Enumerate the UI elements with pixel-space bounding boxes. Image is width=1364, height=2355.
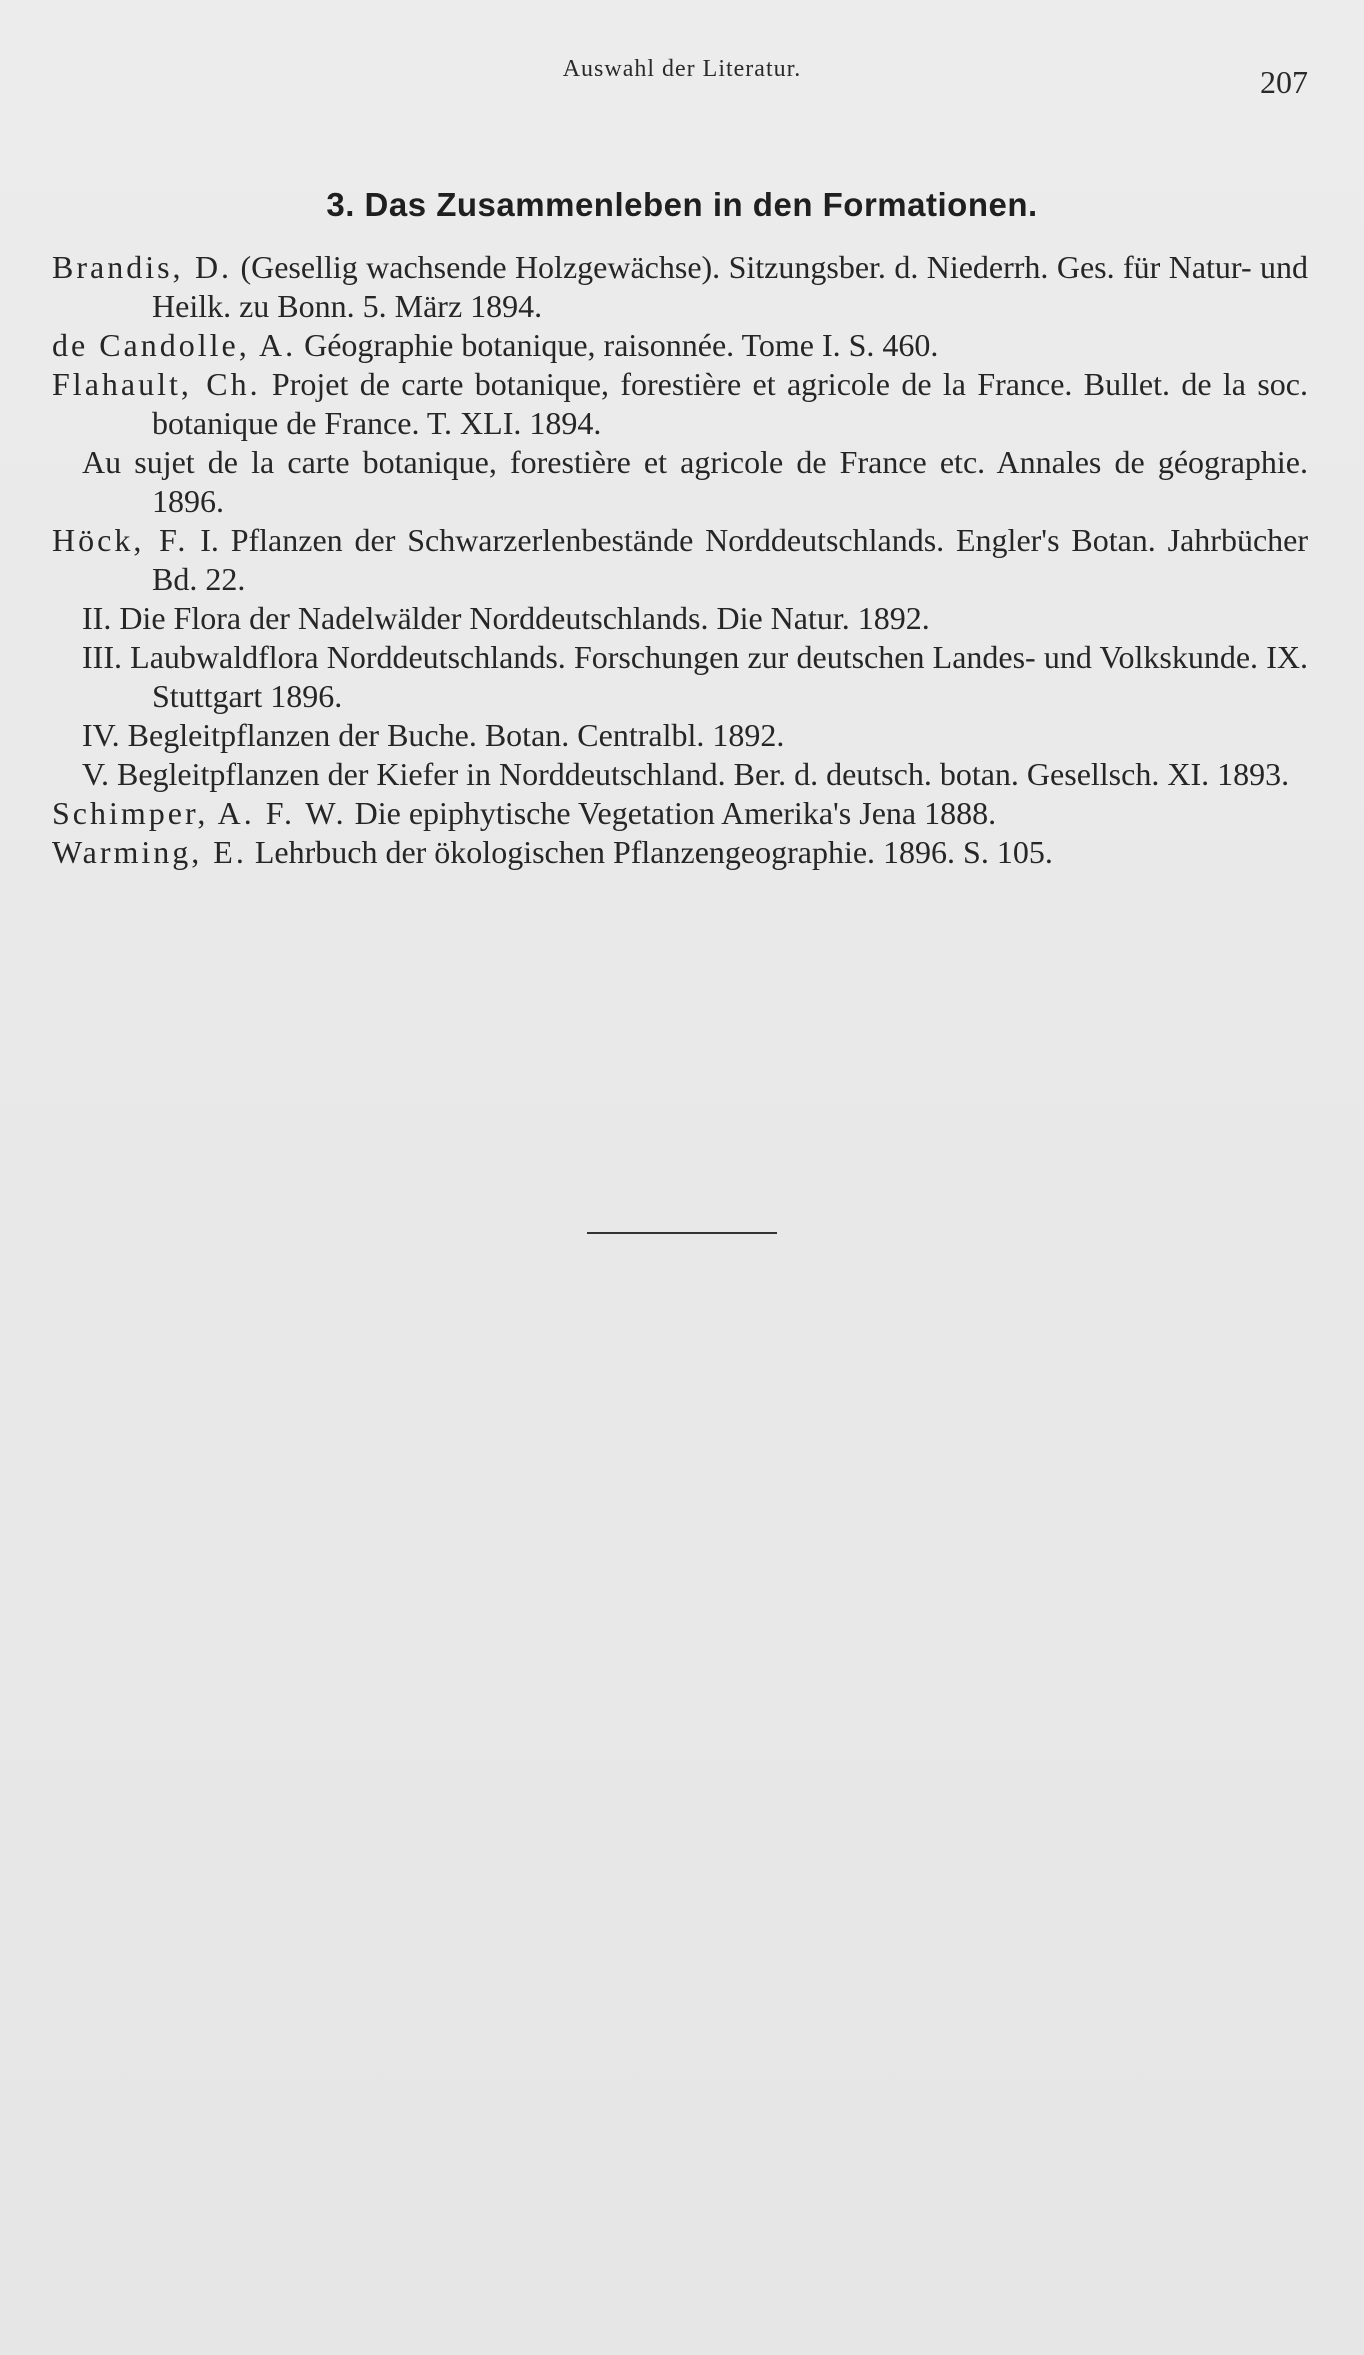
entry-text: III. Laubwaldflora Norddeutschlands. Forschungen zur deutschen Landes- und Volkskunde. IX. Stuttgart 1896.	[82, 639, 1308, 714]
bibliography-entry	[52, 521, 1308, 599]
bibliography-entry	[52, 365, 1308, 443]
entry-text: II. Die Flora der Nadelwälder Norddeutschlands. Die Natur. 1892.	[82, 600, 930, 636]
bibliography-list	[52, 248, 1308, 872]
entry-author: de Candolle, A.	[52, 327, 297, 363]
bibliography-entry	[52, 638, 1308, 716]
entry-text: Lehrbuch der ökologischen Pflanzengeographie. 1896. S. 105.	[246, 834, 1053, 870]
section-heading: 3. Das Zusammenleben in den Formationen.	[326, 186, 1038, 223]
running-title: Auswahl der Literatur.	[562, 56, 802, 82]
bibliography-entry	[52, 248, 1308, 326]
bibliography-entry	[52, 755, 1308, 794]
page-number: 207	[1260, 64, 1308, 100]
entry-author: Höck, F.	[52, 522, 189, 558]
bibliography-entry	[52, 326, 1308, 365]
entry-text: IV. Begleitpflanzen der Buche. Botan. Centralbl. 1892.	[82, 717, 785, 753]
entry-text: I. Pflanzen der Schwarzerlenbestände Norddeutschlands. Engler's Botan. Jahrbücher Bd. 22.	[152, 522, 1309, 597]
entry-text: V. Begleitpflanzen der Kiefer in Norddeutschland. Ber. d. deutsch. botan. Gesellsch. XI. 1893.	[82, 756, 1290, 792]
entry-text: Géographie botanique, raisonnée. Tome I. S. 460.	[296, 327, 939, 363]
bibliography-entry	[52, 716, 1308, 755]
bibliography-entry	[52, 794, 1308, 833]
bibliography-entry	[52, 443, 1308, 521]
entry-author: Warming, E.	[52, 834, 247, 870]
entry-text: Projet de carte botanique, forestière et agricole de la France. Bullet. de la soc. botanique de France. T. XLI. 1894.	[152, 366, 1309, 441]
entry-text: Au sujet de la carte botanique, forestière et agricole de France etc. Annales de géographie. 1896.	[82, 444, 1308, 519]
entry-author: Brandis, D.	[52, 249, 233, 285]
entry-author: Schimper, A. F. W.	[52, 795, 347, 831]
entry-text: (Gesellig wachsende Holzgewächse). Sitzungsber. d. Niederrh. Ges. für Natur- und Heilk. zu Bonn. 5. März 1894.	[152, 249, 1309, 324]
section-end-rule	[587, 1232, 777, 1234]
bibliography-entry	[52, 599, 1308, 638]
entry-author: Flahault, Ch.	[52, 366, 261, 402]
entry-text: Die epiphytische Vegetation Amerika's Jena 1888.	[346, 795, 997, 831]
bibliography-entry	[52, 833, 1308, 872]
